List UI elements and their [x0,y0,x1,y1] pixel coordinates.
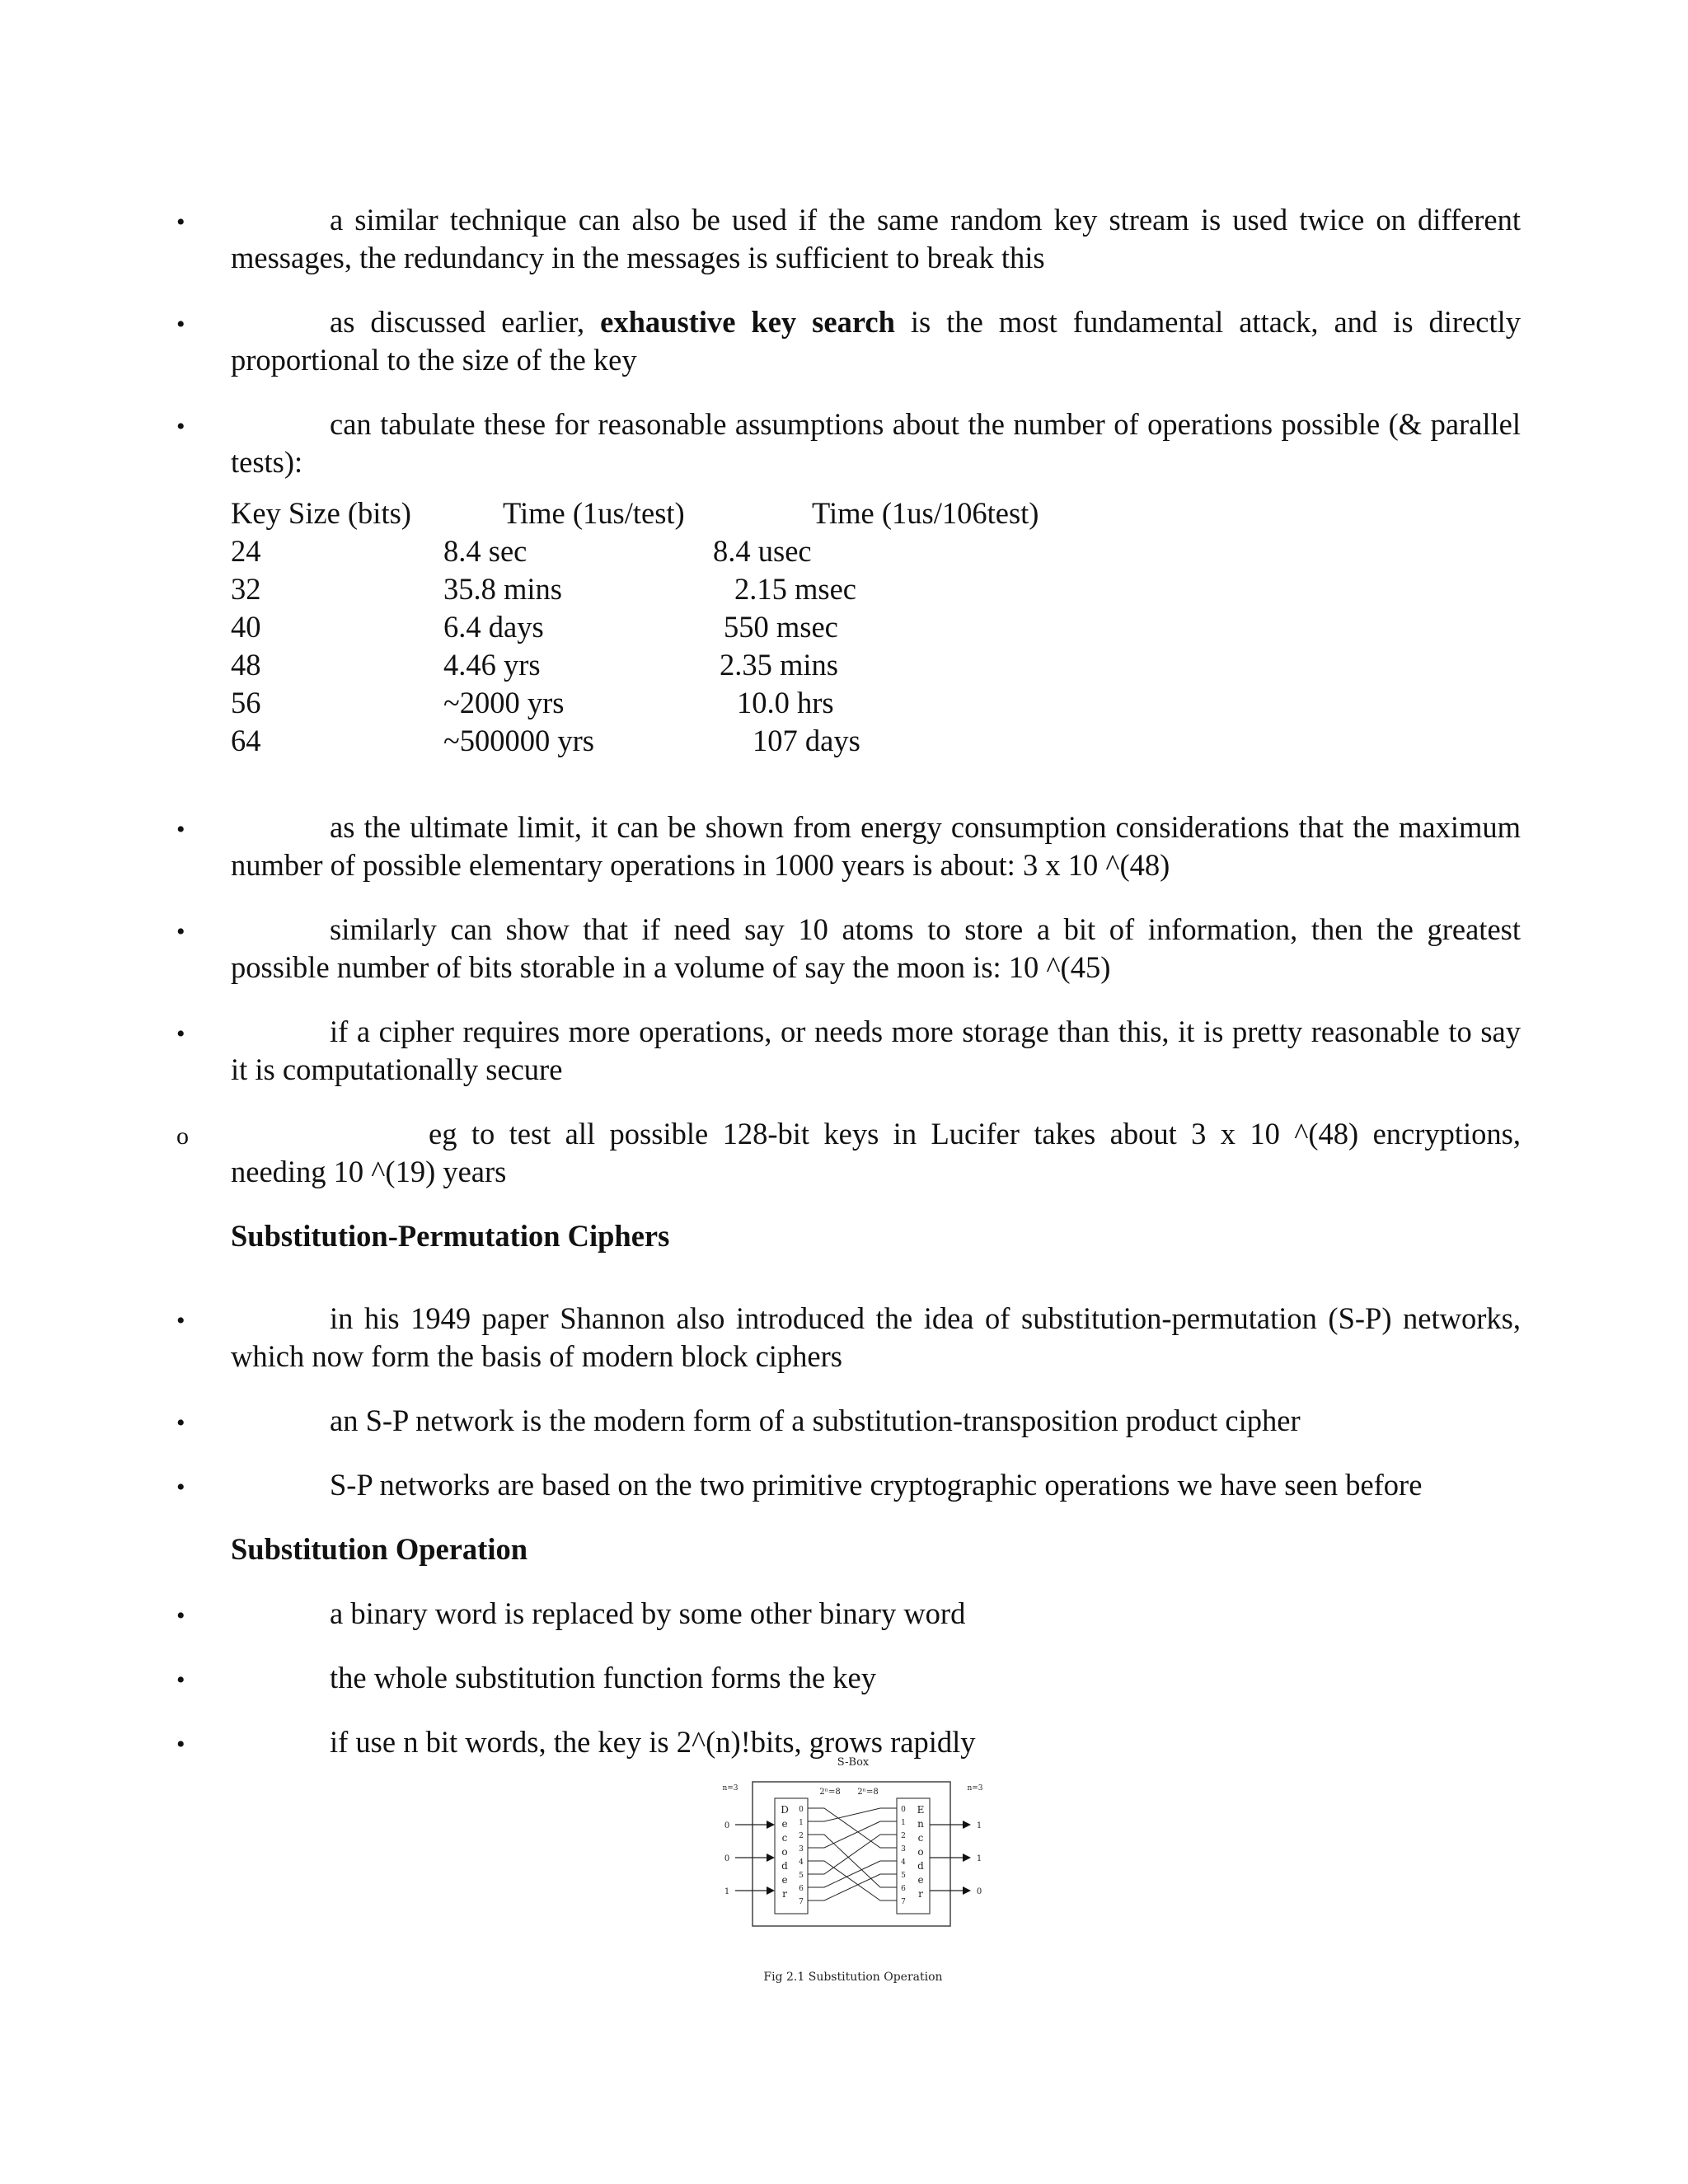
bullet-marker: • [176,209,185,236]
paragraph-binary-word: a binary word is replaced by some other binary word [330,1596,966,1630]
section-heading-substitution-operation: Substitution Operation [231,1532,528,1566]
permutation-wire [808,1808,897,1821]
table-row [231,608,1137,646]
table-cell-time-2: 550 msec [724,610,838,644]
table-cell-time-2: 10.0 hrs [737,686,834,719]
paragraph-substitution-key: the whole substitution function forms the key [330,1661,876,1694]
bullet-marker: • [176,1474,185,1501]
paragraph-computationally-secure: if a cipher requires more operations, or needs more storage than this, it is pretty reasonable to say it is computationally secure [231,1015,1521,1086]
decoder-letters [781,1804,789,1900]
sbox-input-value: 0 [724,1821,730,1830]
decoder-digit: 5 [799,1872,804,1880]
table-row [231,722,1137,760]
table-cell-key: 24 [231,534,261,568]
sbox-top-label-right: 2ⁿ=8 [857,1788,879,1797]
arrow-right-icon [963,1854,971,1862]
paragraph-text: is the most fundamental attack, and is directly proportional to the size of the key [231,305,1521,377]
paragraph-reused-keystream: a similar technique can also be used if the same random key stream is used twice on different messages, the redundancy in the messages is sufficient to break this [231,203,1521,274]
table-header-time-2: Time (1us/106test) [812,496,1039,530]
paragraph-key-growth: if use n bit words, the key is 2^(n)!bits, grows rapidly [330,1725,976,1759]
bullet-marker: • [176,1731,185,1758]
encoder-letter: n [917,1818,924,1830]
encoder-letter: E [917,1804,925,1816]
section-heading-sp-ciphers: Substitution-Permutation Ciphers [231,1219,670,1253]
paragraph-lucifer: eg to test all possible 128-bit keys in Lucifer takes about 3 x 10 ^(48) encryptions, needing 10 ^(19) years [231,1117,1521,1188]
encoder-letter: d [917,1860,924,1872]
encoder-digit: 4 [901,1858,906,1867]
encoder-box [897,1798,930,1914]
paragraph-storage-limit: similarly can show that if need say 10 atoms to store a bit of information, then the greatest possible number of bits storable in a volume of say the moon is: 10 ^(45) [231,912,1521,984]
input-width-label: n=3 [722,1784,738,1793]
encoder-letter: o [917,1846,924,1858]
table-cell-time-1: 6.4 days [443,610,544,644]
arrow-right-icon [767,1821,775,1829]
paragraph-shannon: in his 1949 paper Shannon also introduced the idea of substitution-permutation (S-P) networks, which now form the basis of modern block ciphers [231,1301,1521,1373]
table-cell-time-1: ~2000 yrs [443,686,565,719]
encoder-digit: 0 [901,1806,906,1814]
decoder-digits [799,1806,804,1906]
sbox-input-value: 0 [724,1854,730,1863]
sbox-io-lines [724,1821,982,1896]
table-header-key-size: Key Size (bits) [231,496,411,530]
table-header-time-1: Time (1us/test) [503,496,685,530]
sbox-output-value: 1 [976,1854,982,1863]
sbox-figure [717,1755,989,1986]
paragraph-sp-primitives: S-P networks are based on the two primitive cryptographic operations we have seen before [330,1468,1423,1502]
paragraph-exhaustive-search [231,303,1521,379]
arrow-right-icon [963,1886,971,1895]
table-cell-key: 48 [231,648,261,682]
sbox-output-value: 1 [976,1821,982,1830]
table-cell-key: 32 [231,572,261,606]
arrow-right-icon [767,1854,775,1862]
table-cell-time-2: 2.35 mins [720,648,838,682]
bullet-marker: • [176,1602,185,1629]
bullet-marker: • [176,1307,185,1334]
table-cell-time-2: 107 days [753,724,860,757]
encoder-digit: 5 [901,1872,906,1880]
table-cell-key: 56 [231,686,261,719]
decoder-letter: d [781,1860,788,1872]
bullet-marker: • [176,311,185,338]
bullet-marker: • [176,918,185,945]
decoder-letter: e [781,1818,788,1830]
sbox-output-value: 0 [976,1887,982,1896]
bullet-marker: • [176,816,185,843]
encoder-digit: 7 [901,1898,906,1906]
table-row [231,684,1137,722]
sbox-top-label-left: 2ⁿ=8 [819,1788,841,1797]
encoder-digits [901,1806,906,1906]
permutation-wire [808,1808,897,1848]
decoder-digit: 6 [799,1885,804,1893]
table-cell-key: 64 [231,724,261,757]
sbox-permutation-wires [808,1808,897,1900]
table-row [231,646,1137,684]
table-cell-time-1: ~500000 yrs [443,724,594,757]
encoder-letters [917,1804,925,1900]
bold-term: exhaustive key search [600,305,895,339]
paragraph-text: as discussed earlier, [330,305,601,339]
bullet-marker: • [176,1409,185,1436]
decoder-letter: e [781,1874,788,1886]
figure-caption: Fig 2.1 Substitution Operation [763,1971,943,1984]
encoder-letter: e [917,1874,924,1886]
arrow-right-icon [963,1821,971,1829]
table-row [231,570,1137,608]
decoder-digit: 3 [799,1845,804,1854]
table-cell-time-1: 4.46 yrs [443,648,541,682]
encoder-digit: 3 [901,1845,906,1854]
permutation-wire [808,1861,897,1900]
sub-bullet-marker: o [176,1122,189,1150]
decoder-letter: c [781,1832,788,1844]
table-cell-key: 40 [231,610,261,644]
decoder-letter: D [781,1804,789,1816]
table-cell-time-1: 35.8 mins [443,572,562,606]
paragraph-sp-network-form: an S-P network is the modern form of a substitution-transposition product cipher [330,1404,1301,1437]
decoder-letter: o [781,1846,788,1858]
encoder-digit: 1 [901,1819,906,1827]
permutation-wire [808,1835,897,1874]
encoder-letter: c [917,1832,924,1844]
decoder-digit: 7 [799,1898,804,1906]
sbox-title: S-Box [837,1756,870,1769]
bullet-marker: • [176,1666,185,1694]
table-row [231,532,1137,570]
output-width-label: n=3 [967,1784,983,1793]
decoder-digit: 1 [799,1819,804,1827]
encoder-digit: 6 [901,1885,906,1893]
decoder-box [775,1798,808,1914]
decoder-digit: 0 [799,1806,804,1814]
decoder-letter: r [782,1888,787,1900]
encoder-digit: 2 [901,1832,906,1840]
arrow-right-icon [767,1886,775,1895]
encoder-letter: r [918,1888,923,1900]
bullet-marker: • [176,413,185,440]
table-header-row [231,494,1137,532]
decoder-digit: 2 [799,1832,804,1840]
decoder-digit: 4 [799,1858,804,1867]
table-cell-time-2: 8.4 usec [713,534,812,568]
bullet-marker: • [176,1020,185,1047]
table-cell-time-1: 8.4 sec [443,534,528,568]
paragraph-ultimate-limit: as the ultimate limit, it can be shown from energy consumption considerations that the maximum number of possible elementary operations in 1000 years is about: 3 x 10 ^(48) [231,810,1521,882]
paragraph-tabulate: can tabulate these for reasonable assumptions about the number of operations possible (& parallel tests): [231,407,1521,479]
table-cell-time-2: 2.15 msec [734,572,856,606]
sbox-input-value: 1 [724,1887,730,1896]
